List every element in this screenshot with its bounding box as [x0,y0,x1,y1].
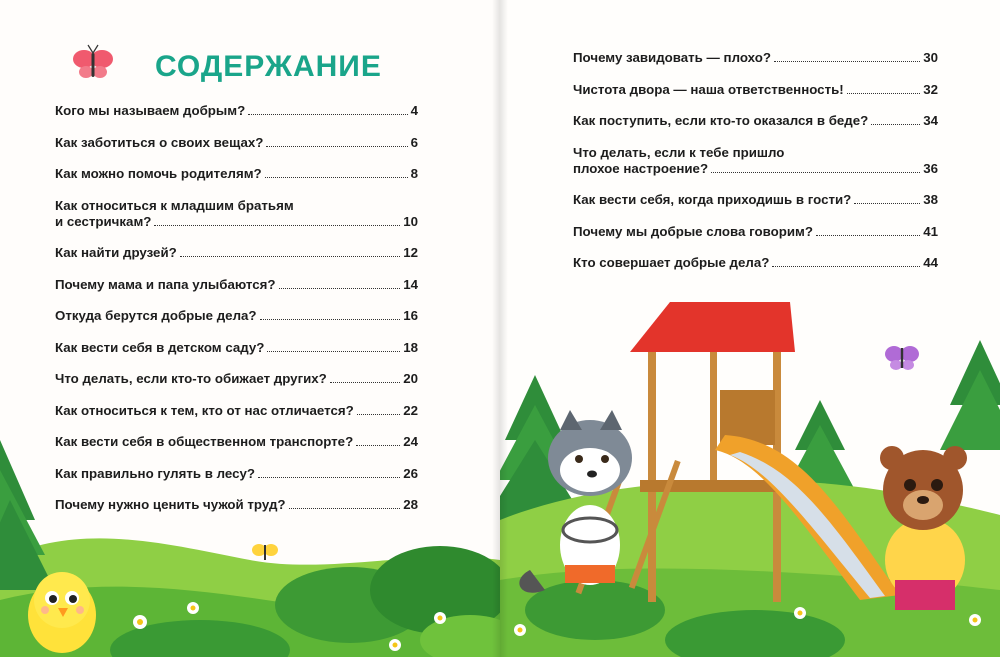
toc-item[interactable]: Почему мама и папа улыбаются? 14 [55,276,418,292]
toc-item[interactable]: Как вести себя в детском саду? 18 [55,339,418,355]
toc-list-left [55,103,418,529]
toc-item[interactable]: Как правильно гулять в лесу? 26 [55,465,418,481]
toc-item[interactable]: Как вести себя, когда приходишь в гости? 38 [573,192,938,207]
butterfly-icon [885,346,919,370]
butterfly-icon [252,544,278,560]
toc-item[interactable]: Как можно помочь родителям? 8 [55,166,418,181]
toc-item[interactable]: Почему нужно ценить чужой труд? 28 [55,497,418,512]
toc-item[interactable]: Почему мы добрые слова говорим? 41 [573,223,938,239]
right-page [500,0,1000,657]
toc-item[interactable]: Как заботиться о своих вещах? 6 [55,134,418,150]
toc-item[interactable]: Как вести себя в общественном транспорте? 24 [55,434,418,449]
toc-item[interactable]: Как поступить, если кто-то оказался в беде? 34 [573,113,938,128]
toc-item[interactable]: Кто совершает добрые дела? 44 [573,255,938,270]
toc-item[interactable]: Чистота двора — наша ответственность! 32 [573,81,938,97]
toc-item[interactable]: Откуда берутся добрые дела? 16 [55,308,418,323]
toc-item[interactable]: Кого мы называем добрым? 4 [55,103,418,118]
page-title: СОДЕРЖАНИЕ [155,50,382,83]
book-gutter [492,0,508,657]
toc-list-right [573,50,938,287]
toc-item[interactable]: Как найти друзей? 12 [55,245,418,260]
toc-item[interactable]: Что делать, если кто-то обижает других? 20 [55,371,418,386]
toc-item[interactable]: Почему завидовать — плохо? 30 [573,50,938,65]
toc-item[interactable]: Как относиться к младшим братьям и сестричкам? 10 [55,197,418,229]
butterfly-icon [73,45,113,78]
toc-item[interactable]: Как относиться к тем, кто от нас отличается? 22 [55,402,418,418]
toc-item[interactable]: Что делать, если к тебе пришло плохое настроение? 36 [573,144,938,176]
